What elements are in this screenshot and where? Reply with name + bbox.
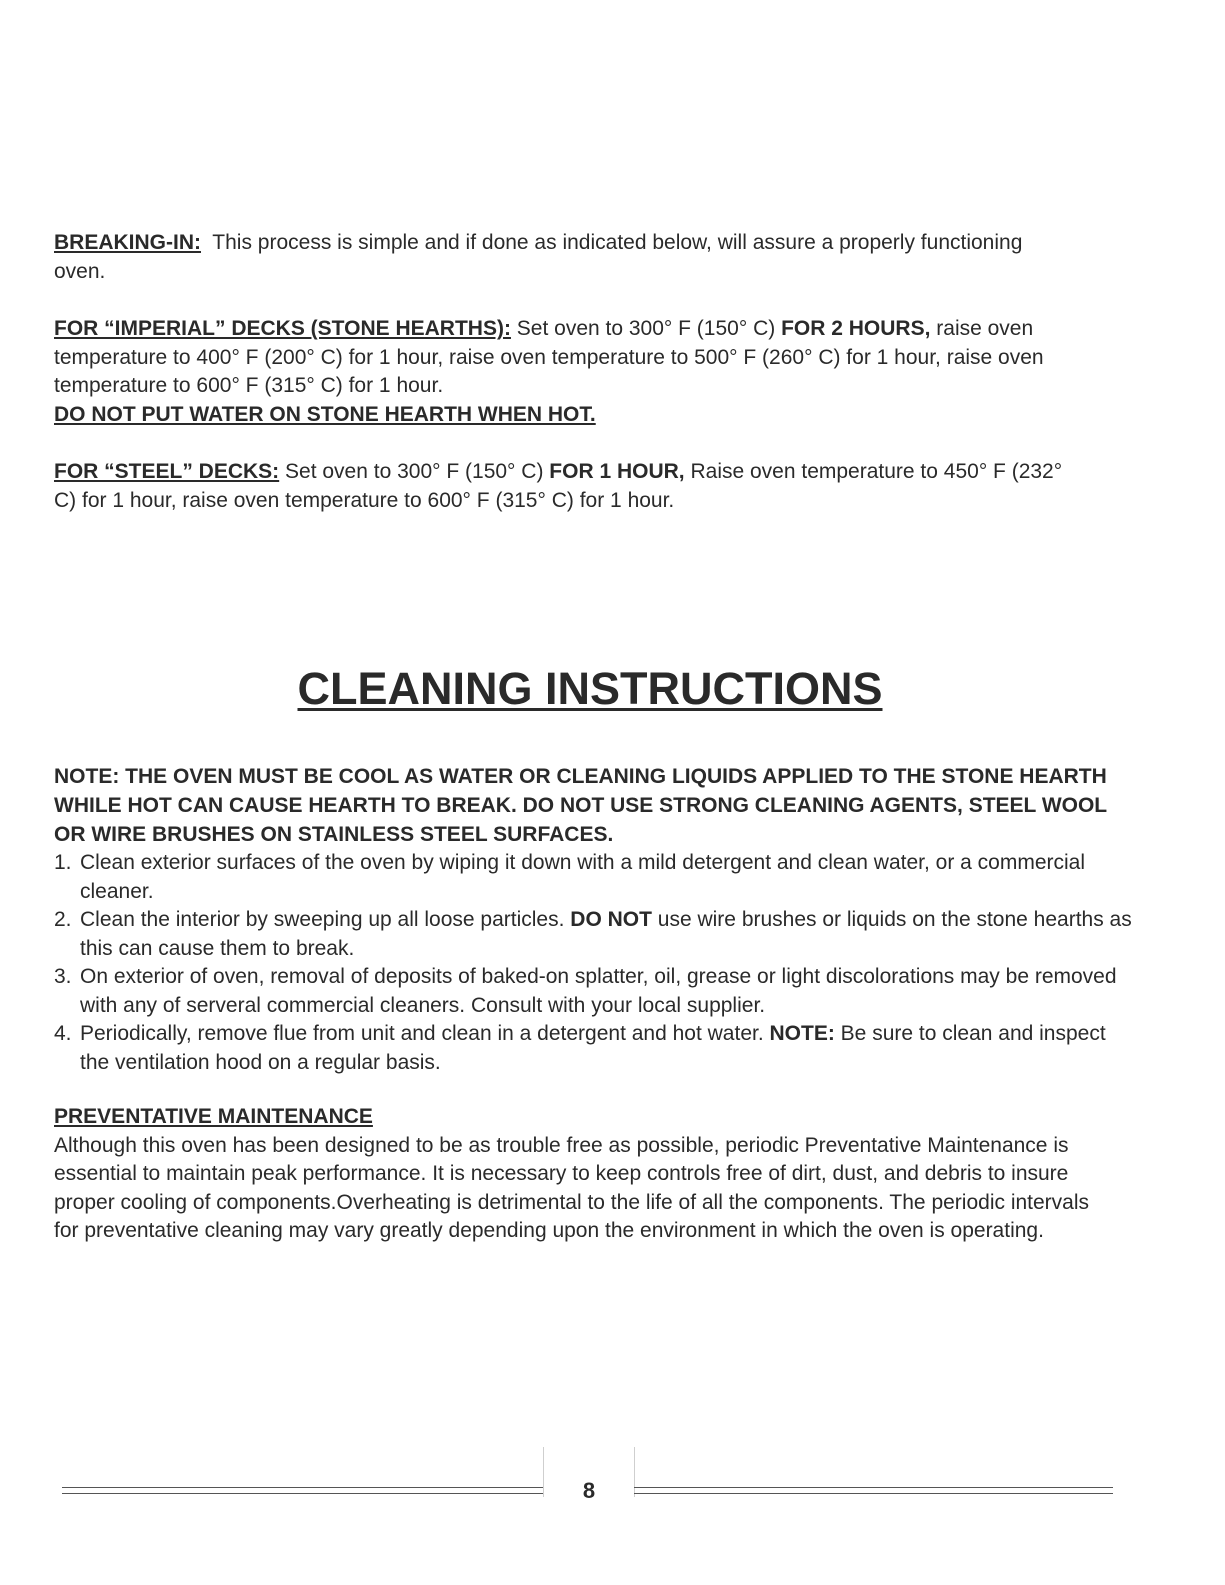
steel-decks-text-2: Raise oven temperature to 450° F (232° C) for 1 hour, raise oven temperature to 600° F (315° C) for 1 hour. — [54, 460, 1063, 512]
step-text-pre: Clean the interior by sweeping up all loose particles. — [80, 908, 571, 931]
step-text: Clean exterior surfaces of the oven by wiping it down with a mild detergent and clean water, or a commercial cleaner. — [80, 851, 1086, 903]
step-text-post: use wire brushes or liquids on the stone hearths as this can cause them to break. — [80, 908, 1132, 960]
step-text-bold: DO NOT — [570, 908, 652, 931]
step-number: 1. — [54, 851, 72, 874]
imperial-decks-label: FOR “IMPERIAL” DECKS (STONE HEARTHS): — [54, 317, 511, 340]
steel-decks-paragraph — [54, 458, 1064, 515]
preventative-maintenance-text: Although this oven has been designed to be as trouble free as possible, periodic Preventative Maintenance is essential to maintain peak performance. It is necessary to keep controls free of dirt, dust, and debris to insure proper cooling of components.Overheating is detrimental to the life of all the components. The periodic intervals for preventative cleaning may vary greatly depending upon the environment in which the oven is operating. — [54, 1133, 1090, 1242]
step-number: 4. — [54, 1022, 72, 1045]
breaking-in-paragraph — [54, 229, 1054, 286]
cleaning-note: NOTE: THE OVEN MUST BE COOL AS WATER OR CLEANING LIQUIDS APPLIED TO THE STONE HEARTH WHILE HOT CAN CAUSE HEARTH TO BREAK. DO NOT USE STRONG CLEANING AGENTS, STEEL WOOL OR WIRE BRUSHES ON STAINLESS STEEL SURFACES. — [54, 765, 1107, 846]
cleaning-step — [54, 906, 1134, 963]
step-text-post: Be sure to clean and inspect the ventilation hood on a regular basis. — [80, 1022, 1106, 1074]
cleaning-step — [54, 1020, 1134, 1077]
breaking-in-label: BREAKING-IN: — [54, 231, 201, 254]
steel-decks-text-1: Set oven to 300° F (150° C) — [279, 460, 550, 483]
cleaning-step — [54, 963, 1134, 1020]
imperial-decks-duration: FOR 2 HOURS, — [781, 317, 931, 340]
preventative-maintenance-section — [54, 1103, 1114, 1246]
footer-rule-right — [634, 1487, 1113, 1494]
stone-hearth-warning: DO NOT PUT WATER ON STONE HEARTH WHEN HOT. — [54, 402, 596, 426]
page-number: 8 — [582, 1478, 596, 1503]
steel-decks-duration: FOR 1 HOUR, — [549, 460, 685, 483]
cleaning-steps-list — [54, 849, 1134, 1077]
step-number: 2. — [54, 908, 72, 931]
imperial-decks-paragraph — [54, 315, 1134, 429]
cleaning-section — [54, 762, 1134, 1077]
step-number: 3. — [54, 965, 72, 988]
steel-decks-label: FOR “STEEL” DECKS: — [54, 460, 280, 483]
imperial-decks-text-1: Set oven to 300° F (150° C) — [510, 317, 782, 340]
imperial-decks-text-2: raise oven temperature to 400° F (200° C) for 1 hour, raise oven temperature to 500° F (260° C) for 1 hour, raise oven temperature to 600° F (315° C) for 1 hour. — [54, 317, 1044, 397]
breaking-in-text: This process is simple and if done as indicated below, will assure a properly functioning oven. — [54, 231, 1029, 283]
step-text: On exterior of oven, removal of deposits of baked-on splatter, oil, grease or light discolorations may be removed with any of serveral commercial cleaners. Consult with your local supplier. — [80, 965, 1117, 1017]
cleaning-step — [54, 849, 1134, 906]
step-text-pre: Periodically, remove flue from unit and clean in a detergent and hot water. — [80, 1022, 770, 1045]
preventative-maintenance-heading: PREVENTATIVE MAINTENANCE — [54, 1105, 373, 1128]
step-text-bold: NOTE: — [769, 1022, 835, 1045]
cleaning-instructions-title: CLEANING INSTRUCTIONS — [297, 663, 883, 714]
footer-rule-left — [62, 1487, 543, 1494]
